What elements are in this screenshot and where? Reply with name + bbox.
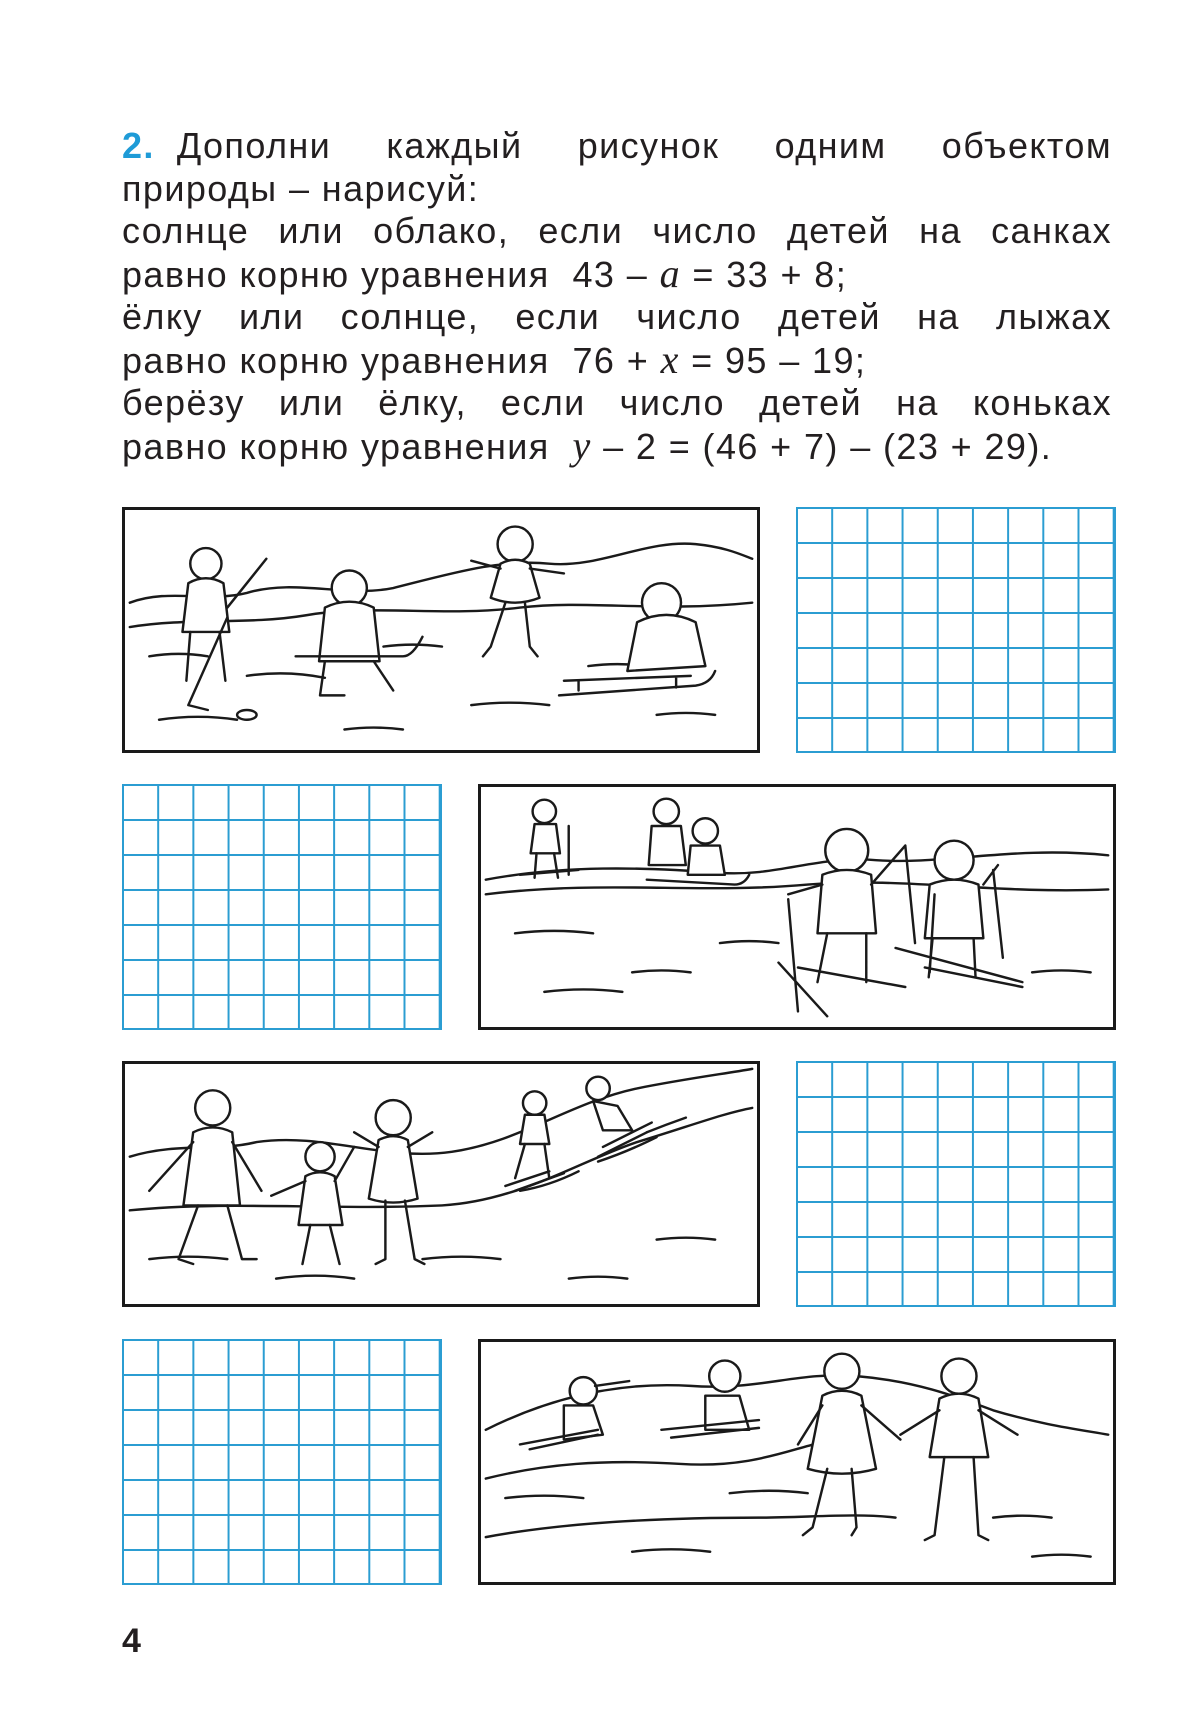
sled-pair — [647, 799, 749, 885]
picture-3-skaters — [122, 1061, 760, 1307]
task-line-4: равно корню уравнения 43 – a = 33 + 8; — [122, 250, 848, 296]
drawing-grid-2[interactable] — [122, 784, 442, 1030]
picture-4-sledders — [478, 1339, 1116, 1585]
skating-child — [271, 1142, 354, 1264]
picture-1-drawing — [125, 510, 757, 750]
skier-1 — [778, 829, 915, 1016]
task-line-6: равно корню уравнения 76 + x = 95 – 19; — [122, 336, 867, 382]
skating-girl-1 — [798, 1354, 900, 1535]
skier-2 — [896, 841, 1023, 987]
picture-4-drawing — [481, 1342, 1113, 1582]
skier-far — [520, 800, 579, 878]
variable-x: x — [660, 336, 680, 382]
variable-a: a — [659, 250, 681, 296]
hockey-puck — [237, 710, 257, 720]
page-number: 4 — [122, 1622, 141, 1660]
hockey-player-1 — [182, 548, 266, 710]
skating-father — [149, 1090, 261, 1264]
task-line-5: ёлку или солнце, если число детей на лыжах — [122, 296, 1112, 337]
task-line-7: берёзу или ёлку, если число детей на коньках — [122, 382, 1112, 423]
task-line-8: равно корню уравнения y – 2 = (46 + 7) – (23 + 29). — [122, 422, 1053, 468]
task-line-1: 2. Дополни каждый рисунок одним объектом — [122, 125, 1112, 166]
task-number: 2. — [122, 125, 155, 166]
sledder-2 — [661, 1361, 759, 1438]
task-line-3: солнце или облако, если число детей на санках — [122, 210, 1112, 251]
drawing-grid-4[interactable] — [122, 1339, 442, 1585]
sledding-child — [559, 583, 715, 695]
picture-2-drawing — [481, 787, 1113, 1027]
skater-girl — [471, 527, 564, 657]
picture-3-drawing — [125, 1064, 757, 1304]
task-line-2: природы – нарисуй: — [122, 167, 480, 209]
skating-mother — [354, 1100, 432, 1264]
sled-skier-1 — [505, 1091, 564, 1191]
picture-1-winter-rink — [122, 507, 760, 753]
drawing-grid-1[interactable] — [796, 507, 1116, 753]
picture-2-skiers — [478, 784, 1116, 1030]
task-text — [122, 125, 1112, 468]
variable-y: y — [572, 422, 592, 468]
drawing-grid-3[interactable] — [796, 1061, 1116, 1307]
